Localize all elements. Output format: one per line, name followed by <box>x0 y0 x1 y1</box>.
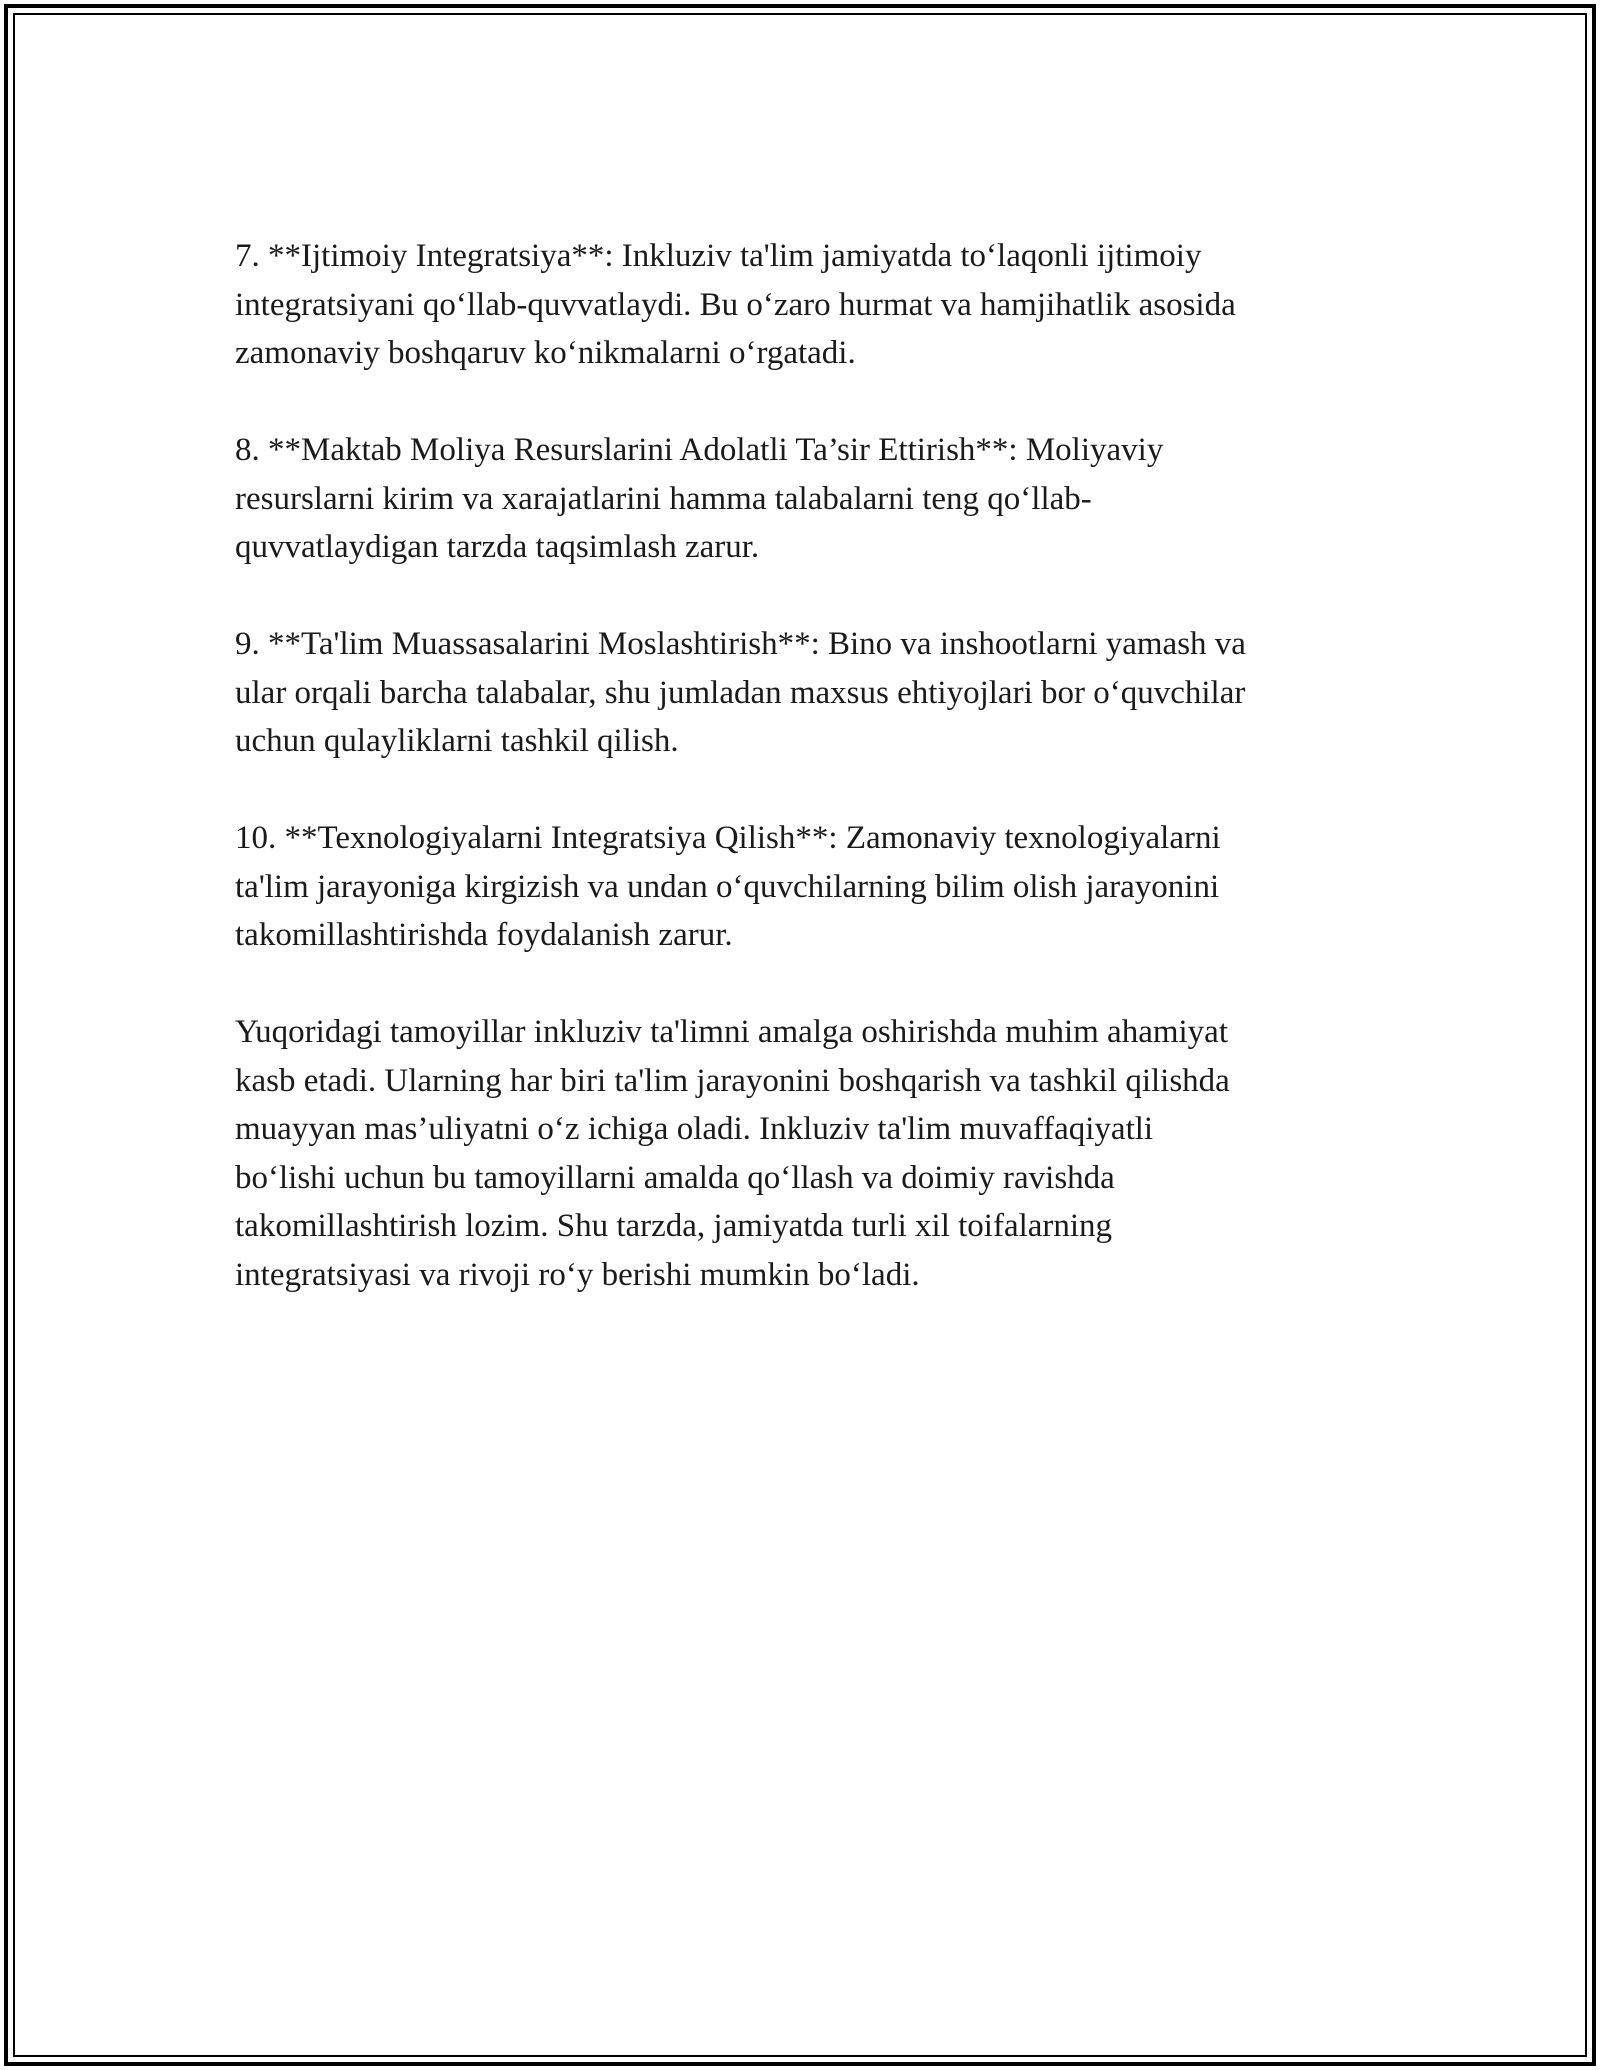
text-line: kasb etadi. Ularning har biri ta'lim jarayonini boshqarish va tashkil qilishda <box>235 1062 1230 1099</box>
text-line: 8. **Maktab Moliya Resurslarini Adolatli Ta’sir Ettirish**: Moliyaviy <box>235 432 1164 468</box>
text-line: 10. **Texnologiyalarni Integratsiya Qilish**: Zamonaviy texnologiyalarni <box>235 820 1221 856</box>
text-line: uchun qulayliklarni tashkil qilish. <box>235 723 679 759</box>
text-line: zamonaviy boshqaruv ko‘nikmalarni o‘rgatadi. <box>235 335 856 371</box>
text-line: integratsiyasi va rivoji ro‘y berishi mumkin bo‘ladi. <box>235 1256 920 1293</box>
paragraph-item-7 <box>235 232 1385 378</box>
paragraph-item-8 <box>235 426 1385 572</box>
text-line: bo‘lishi uchun bu tamoyillarni amalda qo‘llash va doimiy ravishda <box>235 1159 1115 1196</box>
text-line: 7. **Ijtimoiy Integratsiya**: Inkluziv ta'lim jamiyatda to‘laqonli ijtimoiy <box>235 238 1202 274</box>
text-line: muayyan mas’uliyatni o‘z ichiga oladi. Inkluziv ta'lim muvaffaqiyatli <box>235 1111 1154 1147</box>
document-body <box>235 232 1385 1348</box>
text-line: quvvatlaydigan tarzda taqsimlash zarur. <box>235 529 760 565</box>
text-line: ular orqali barcha talabalar, shu jumladan maxsus ehtiyojlari bor o‘quvchilar <box>235 674 1246 711</box>
text-line: resurslarni kirim va xarajatlarini hamma talabalarni teng qo‘llab- <box>235 480 1092 517</box>
paragraph-item-9 <box>235 620 1385 766</box>
paragraph-item-10 <box>235 814 1385 960</box>
text-line: 9. **Ta'lim Muassasalarini Moslashtirish**: Bino va inshootlarni yamash va <box>235 626 1246 662</box>
text-line: takomillashtirishda foydalanish zarur. <box>235 917 733 953</box>
text-line: ta'lim jarayoniga kirgizish va undan o‘quvchilarning bilim olish jarayonini <box>235 868 1220 905</box>
text-line: integratsiyani qo‘llab-quvvatlaydi. Bu o‘zaro hurmat va hamjihatlik asosida <box>235 286 1236 323</box>
text-line: takomillashtirish lozim. Shu tarzda, jamiyatda turli xil toifalarning <box>235 1208 1113 1244</box>
paragraph-conclusion <box>235 1008 1385 1299</box>
text-line: Yuqoridagi tamoyillar inkluziv ta'limni amalga oshirishda muhim ahamiyat <box>235 1014 1228 1050</box>
